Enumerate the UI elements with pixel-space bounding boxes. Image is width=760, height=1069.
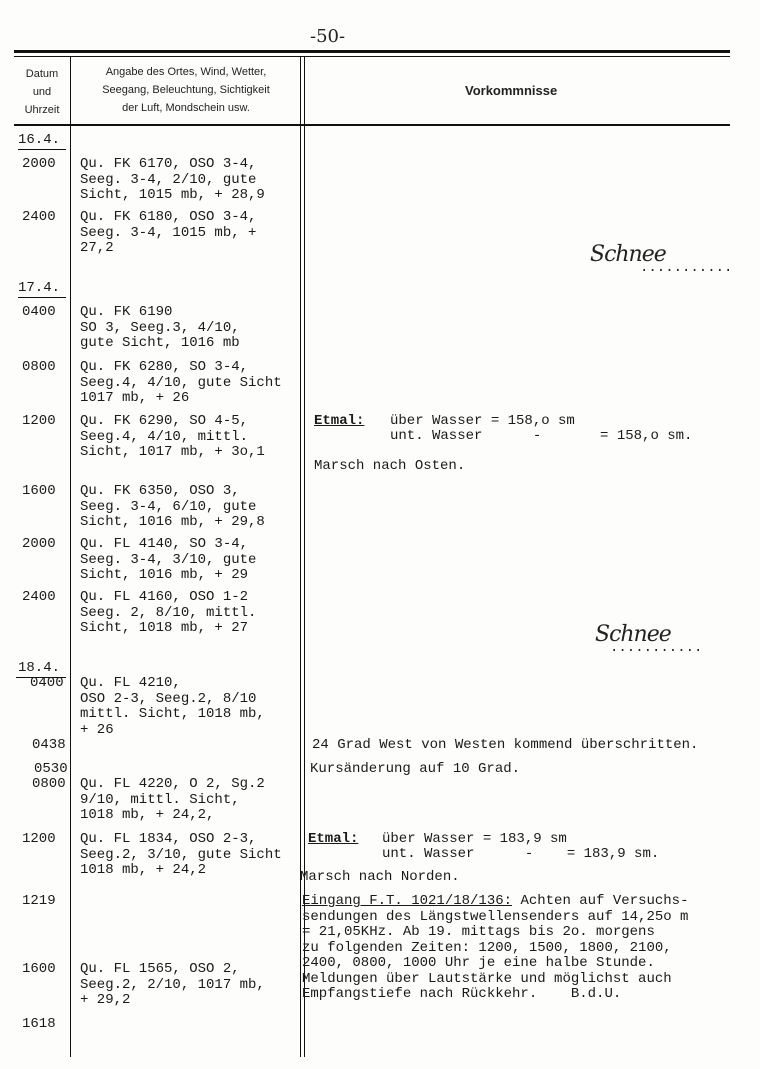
date-underline xyxy=(18,149,66,150)
eingang-text: Achten auf Versuchs- xyxy=(512,893,689,909)
detail-line: + 26 xyxy=(80,721,114,738)
entry-date: 16.4. xyxy=(18,132,61,148)
entry-time: 2400 xyxy=(22,209,56,225)
detail-line: Seeg. 3-4, 3/10, gute xyxy=(80,551,257,568)
detail-line: Seeg.2, 3/10, gute Sicht xyxy=(80,846,282,863)
header-angabe xyxy=(72,63,300,117)
entry-details xyxy=(80,676,265,738)
detail-line: Qu. FL 4210, xyxy=(80,675,181,691)
eingang-line: = 21,05KHz. Ab 19. mittags bis 2o. morgens xyxy=(302,924,655,940)
detail-line: mittl. Sicht, 1018 mb, xyxy=(80,706,265,722)
entry-details xyxy=(80,414,265,461)
detail-line: Sicht, 1017 mb, + 3o,1 xyxy=(80,444,265,460)
header-datum xyxy=(14,65,70,119)
detail-line: Sicht, 1018 mb, + 27 xyxy=(80,620,249,636)
detail-line: Qu. FL 4220, O 2, Sg.2 xyxy=(80,776,265,792)
detail-line: Qu. FK 6290, SO 4-5, xyxy=(80,413,249,429)
entry-time: 2400 xyxy=(22,589,56,605)
commander-signature: Schnee xyxy=(590,242,666,267)
detail-line: Qu. FK 6190 xyxy=(80,304,173,320)
etmal-label-text: Etmal: xyxy=(314,413,365,429)
eingang-label: Eingang F.T. 1021/18/136: xyxy=(302,893,513,909)
detail-line: Sicht, 1016 mb, + 29 xyxy=(80,567,249,583)
detail-line: + 29,2 xyxy=(80,992,131,1008)
marsch-remark: Marsch nach Osten. xyxy=(314,458,466,474)
entry-details xyxy=(80,360,282,407)
detail-line: Seeg. 3-4, 6/10, gute xyxy=(80,498,257,515)
detail-line: Qu. FL 1565, OSO 2, xyxy=(80,961,240,977)
entry-details xyxy=(80,210,256,257)
entry-date: 18.4. xyxy=(18,660,61,676)
entry-time: 0530 xyxy=(34,761,68,777)
signature-dots: ........... xyxy=(610,640,703,656)
entry-details xyxy=(80,962,265,1009)
entry-time: 0400 xyxy=(22,304,56,320)
detail-line: Sicht, 1015 mb, + 28,9 xyxy=(80,187,265,203)
etmal-label xyxy=(308,832,358,848)
detail-line: 1017 mb, + 26 xyxy=(80,390,190,406)
entry-details xyxy=(80,832,282,879)
entry-time: 1200 xyxy=(22,831,56,847)
top-rule xyxy=(14,50,730,53)
date-underline xyxy=(18,297,66,298)
header-datum-line: Datum xyxy=(25,68,59,80)
header-angabe-line: Seegang, Beleuchtung, Sichtigkeit xyxy=(102,84,270,96)
entry-time: 0800 xyxy=(32,776,66,792)
detail-line: 27,2 xyxy=(80,240,114,256)
entry-details xyxy=(80,305,240,352)
header-datum-line: Uhrzeit xyxy=(24,104,60,116)
detail-line: OSO 2-3, Seeg.2, 8/10 xyxy=(80,690,257,707)
entry-time: 2000 xyxy=(22,156,56,172)
entry-time: 1618 xyxy=(22,1016,56,1032)
entry-time: 1219 xyxy=(22,893,56,909)
eingang-first-line xyxy=(302,894,688,910)
etmal-label-text: Etmal: xyxy=(308,831,359,847)
entry-details xyxy=(80,777,265,824)
eingang-line: Meldungen über Lautstärke und möglichst auch xyxy=(302,970,672,987)
top-rule-thin xyxy=(14,56,730,57)
entry-time: 1200 xyxy=(22,413,56,429)
column-divider-2 xyxy=(300,57,301,1057)
entry-time: 1600 xyxy=(22,961,56,977)
detail-line: Qu. FK 6180, OSO 3-4, xyxy=(80,209,257,225)
detail-line: Qu. FK 6280, SO 3-4, xyxy=(80,359,249,375)
signature-dots: ........... xyxy=(640,260,733,276)
page-number: -50- xyxy=(310,26,346,47)
eingang-line: Empfangstiefe nach Rückkehr. B.d.U. xyxy=(302,986,622,1002)
eingang-line: sendungen des Längstwellensenders auf 14,25o m xyxy=(302,908,689,925)
detail-line: Seeg. 2, 8/10, mittl. xyxy=(80,604,257,621)
etmal-label xyxy=(314,414,364,430)
entry-details xyxy=(80,484,265,531)
detail-line: Qu. FL 1834, OSO 2-3, xyxy=(80,831,257,847)
eingang-ft-block xyxy=(302,894,688,1003)
detail-line: gute Sicht, 1016 mb xyxy=(80,335,240,351)
detail-line: Seeg.4, 4/10, gute Sicht xyxy=(80,374,282,391)
detail-line: Seeg.4, 4/10, mittl. xyxy=(80,428,249,445)
entry-time: 0400 xyxy=(30,675,64,691)
detail-line: SO 3, Seeg.3, 4/10, xyxy=(80,319,240,336)
detail-line: Qu. FL 4140, SO 3-4, xyxy=(80,536,249,552)
commander-signature: Schnee xyxy=(595,622,671,647)
entry-details xyxy=(80,537,256,584)
remark-0438: 24 Grad West von Westen kommend überschritten. xyxy=(312,737,699,753)
eingang-line: 2400, 0800, 1000 Uhr je eine halbe Stunde. xyxy=(302,955,655,971)
column-divider-1 xyxy=(70,57,71,1057)
header-datum-line: und xyxy=(32,86,52,98)
etmal-under-water: unt. Wasser - = 183,9 sm. xyxy=(382,846,660,862)
header-rule xyxy=(14,124,730,126)
header-angabe-line: der Luft, Mondschein usw. xyxy=(122,102,250,114)
detail-line: Sicht, 1016 mb, + 29,8 xyxy=(80,514,265,530)
etmal-over-water: über Wasser = 183,9 sm xyxy=(382,831,567,847)
header-vorkommnisse: Vorkommnisse xyxy=(465,83,558,98)
detail-line: 1018 mb, + 24,2 xyxy=(80,862,207,878)
detail-line: Qu. FL 4160, OSO 1-2 xyxy=(80,589,249,605)
entry-details xyxy=(80,157,265,204)
detail-line: Seeg.2, 2/10, 1017 mb, xyxy=(80,976,265,993)
entry-time: 1600 xyxy=(22,483,56,499)
entry-date: 17.4. xyxy=(18,280,61,296)
remark-0530: Kursänderung auf 10 Grad. xyxy=(310,761,521,777)
entry-details xyxy=(80,590,256,637)
etmal-under-water: unt. Wasser - = 158,o sm. xyxy=(390,428,693,444)
entry-time: 2000 xyxy=(22,536,56,552)
marsch-remark: Marsch nach Norden. xyxy=(300,869,460,885)
detail-line: 9/10, mittl. Sicht, xyxy=(80,791,240,808)
header-angabe-line: Angabe des Ortes, Wind, Wetter, xyxy=(105,66,267,78)
etmal-over-water: über Wasser = 158,o sm xyxy=(390,413,575,429)
detail-line: Qu. FK 6350, OSO 3, xyxy=(80,483,240,499)
detail-line: 1018 mb, + 24,2, xyxy=(80,807,215,823)
detail-line: Qu. FK 6170, OSO 3-4, xyxy=(80,156,257,172)
detail-line: Seeg. 3-4, 1015 mb, + xyxy=(80,224,257,241)
entry-time: 0438 xyxy=(32,737,66,753)
detail-line: Seeg. 3-4, 2/10, gute xyxy=(80,171,257,188)
entry-time: 0800 xyxy=(22,359,56,375)
eingang-line: zu folgenden Zeiten: 1200, 1500, 1800, 2100, xyxy=(302,939,672,956)
